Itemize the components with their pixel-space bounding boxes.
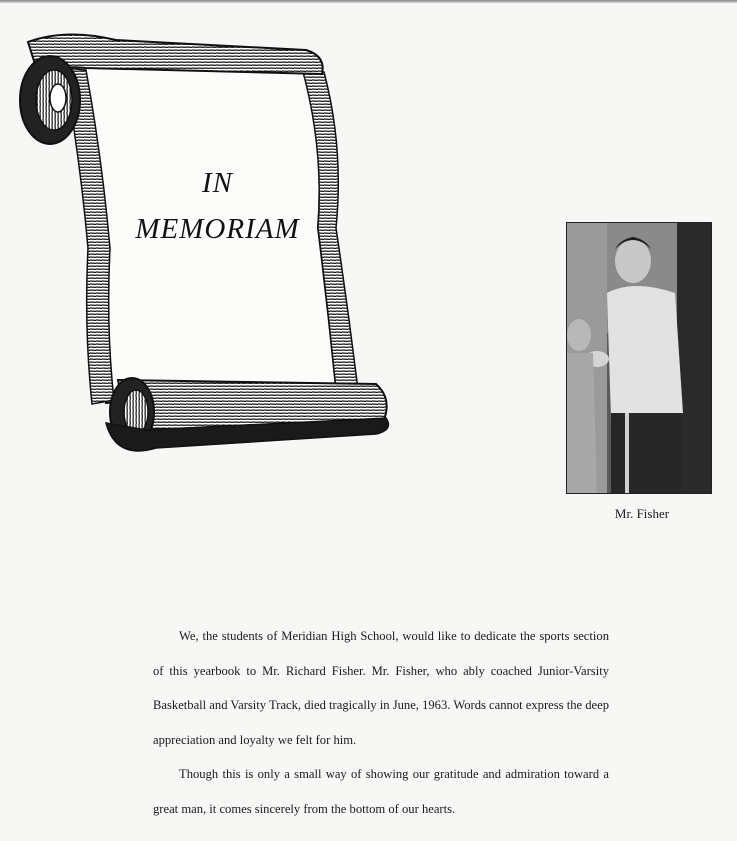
dedication-paragraph-2: Though this is only a small way of showing our gratitude and admiration toward a great man, it comes sincerely from the bottom of our hearts. <box>153 767 609 816</box>
dedication-paragraph-1: We, the students of Meridian High School, would like to dedicate the sports section of this yearbook to Mr. Richard Fisher. Mr. Fisher, who ably coached Junior-Varsity Basketball and Varsity Track, died tragically in June, 1963. Words cannot express the deep appreciation and loyalty we felt for him. <box>153 629 609 747</box>
photo-caption: Mr. Fisher <box>614 506 670 521</box>
title-line-in: IN <box>202 167 233 199</box>
title-line-memoriam: MEMORIAM <box>135 213 300 245</box>
dedication-text <box>153 619 609 827</box>
memoriam-title <box>110 160 325 252</box>
page-top-edge <box>0 0 737 3</box>
portrait-photo <box>566 222 712 494</box>
